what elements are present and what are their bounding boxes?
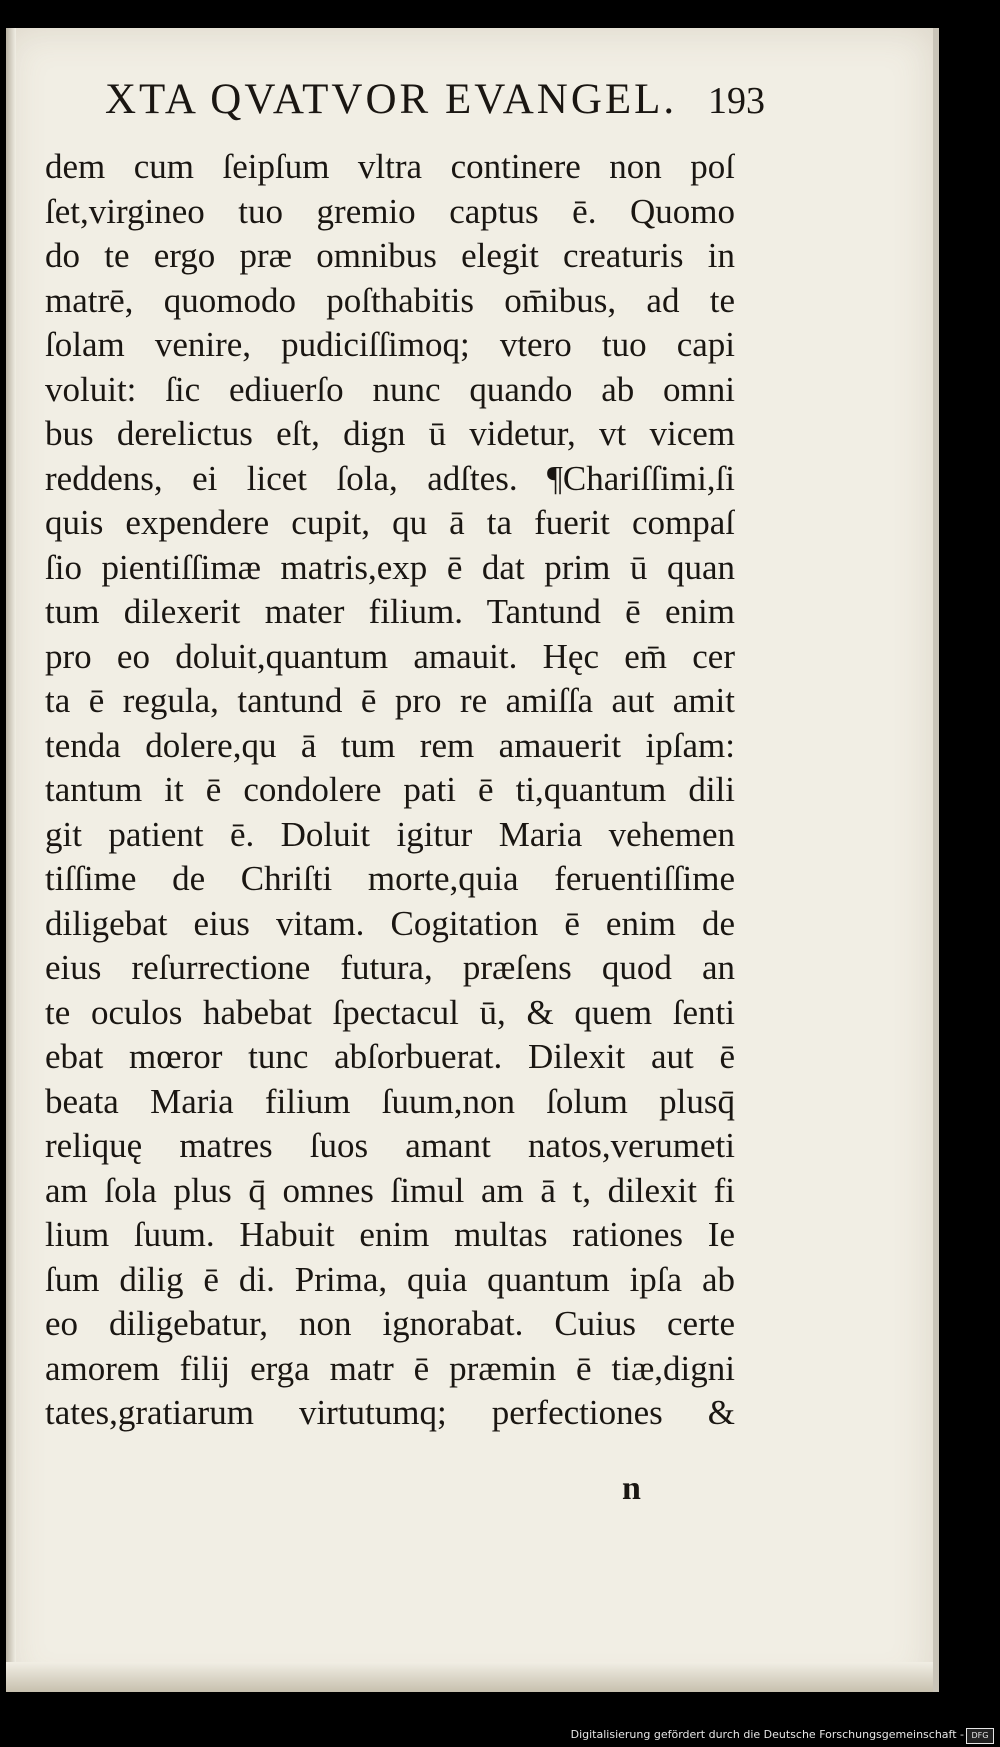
text-line: te oculos habebat ſpectacul ū, & quem ſenti: [45, 992, 735, 1032]
folio-number: 193: [708, 80, 765, 122]
text-line: tantum it ē condolere pati ē ti,quantum dili: [45, 770, 735, 809]
text-line: ſio pientiſſimæ matris,exp ē dat prim ū quan: [45, 547, 735, 587]
text-line: tenda dolere,qu ā tum rem amauerit ipſam:: [45, 725, 735, 765]
text-line: ebat mœror tunc abſorbuerat. Dilexit aut ē: [45, 1037, 735, 1076]
text-line: diligebat eius vitam. Cogitation ē enim de: [45, 903, 735, 943]
text-line: reliquę matres ſuos amant natos,verumeti: [45, 1126, 735, 1165]
page-gutter-shadow: [6, 28, 16, 1692]
text-line: ta ē regula, tantund ē pro re amiſſa aut amit: [45, 681, 735, 720]
text-line: git patient ē. Doluit igitur Maria vehemen: [45, 814, 735, 854]
text-line: do te ergo præ omnibus elegit creaturis in: [45, 236, 735, 275]
text-line: tiſſime de Chriſti morte,quia feruentiſſime: [45, 859, 735, 898]
text-line: ſolam venire, pudiciſſimoq; vtero tuo capi: [45, 325, 735, 364]
text-line: matrē, quomodo poſthabitis om̄ibus, ad te: [45, 280, 735, 320]
text-line: am ſola plus q̄ omnes ſimul am ā t, dilexit fi: [45, 1170, 735, 1210]
digitization-credit: Digitalisierung gefördert durch die Deutsche Forschungsgemeinschaft -: [570, 1728, 964, 1741]
dfg-logo-icon: DFG: [966, 1728, 994, 1744]
text-line: quis expendere cupit, qu ā ta fuerit compaſ: [45, 503, 735, 542]
signature-mark: n: [622, 1470, 641, 1507]
text-line: tum dilexerit mater filium. Tantund ē enim: [45, 592, 735, 631]
text-line: amorem filij erga matr ē præmin ē tiæ,digni: [45, 1348, 735, 1388]
text-line: ſet,virgineo tuo gremio captus ē. Quomo: [45, 191, 735, 231]
text-line: eius reſurrectione futura, præſens quod an: [45, 948, 735, 987]
text-line: voluit: ſic ediuerſo nunc quando ab omni: [45, 369, 735, 409]
running-head-title: XTA QVATVOR EVANGEL.: [105, 76, 678, 123]
text-line: dem cum ſeipſum vltra continere non poſ: [45, 147, 735, 186]
text-line: bus derelictus eſt, dign ū videtur, vt vicem: [45, 414, 735, 453]
page-bottom-shadow: [6, 1662, 933, 1692]
text-line: reddens, ei licet ſola, adſtes. ¶Chariſſimi,ſi: [45, 458, 735, 498]
running-head: [105, 75, 765, 135]
text-line: pro eo doluit,quantum amauit. Hęc em̄ cer: [45, 636, 735, 676]
text-line: tates,gratiarum virtutumq; perfectiones &: [45, 1393, 735, 1432]
text-line: eo diligebatur, non ignorabat. Cuius certe: [45, 1304, 735, 1343]
text-line: ſum dilig ē di. Prima, quia quantum ipſa ab: [45, 1259, 735, 1299]
body-text: [45, 145, 735, 1436]
text-line: beata Maria filium ſuum,non ſolum plusq̄: [45, 1081, 735, 1121]
text-line: lium ſuum. Habuit enim multas rationes Ie: [45, 1215, 735, 1254]
